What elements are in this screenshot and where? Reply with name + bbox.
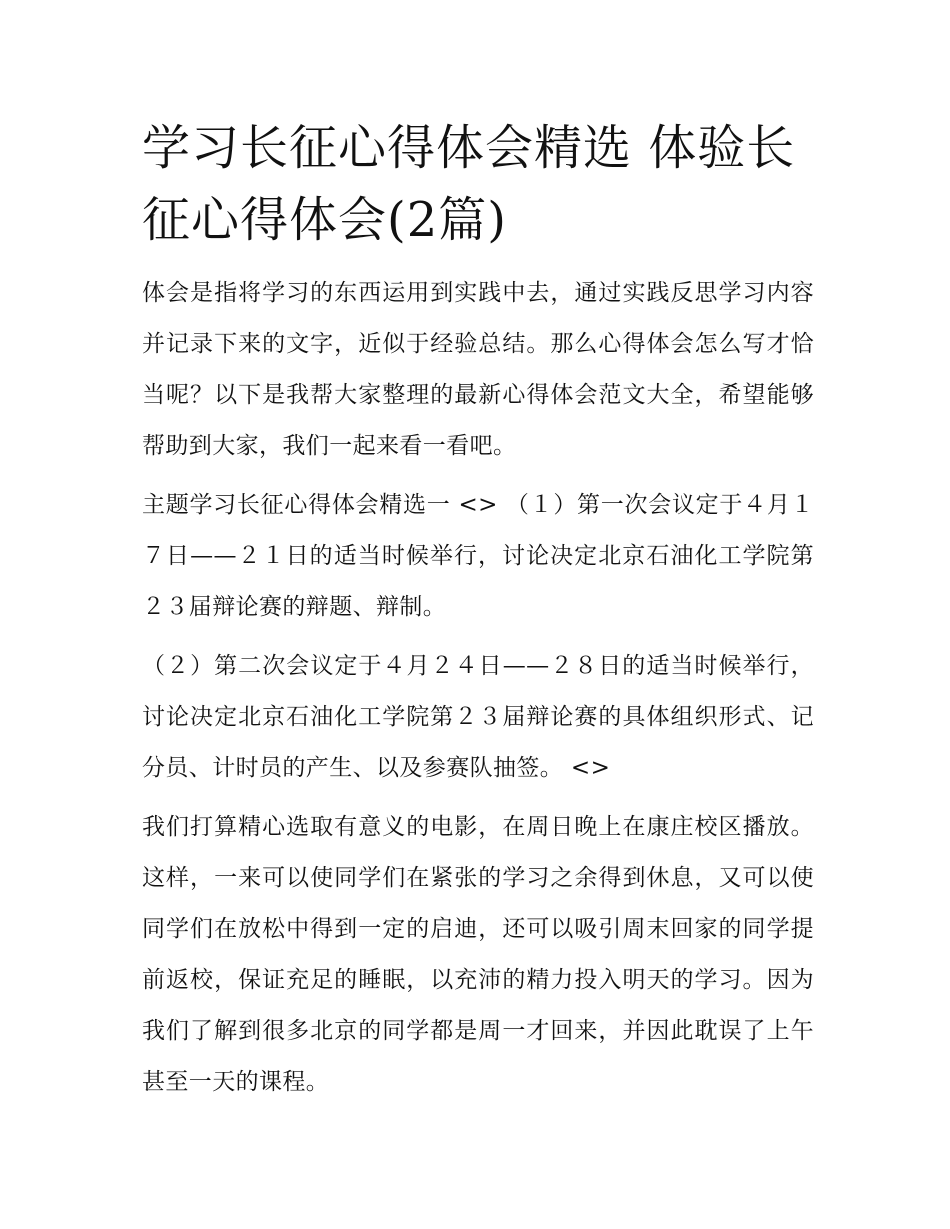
document-body	[142, 112, 814, 1108]
paragraph-meeting-1: 主题学习长征心得体会精选一 <> （１）第一次会议定于４月１７日——２１日的适当时候举行，讨论决定北京石油化工学院第２３届辩论赛的辩题、辩制。	[142, 492, 814, 620]
document-title: 学习长征心得体会精选 体验长征心得体会(2篇)	[142, 120, 796, 248]
paragraph-movie-plan: 我们打算精心选取有意义的电影，在周日晚上在康庄校区播放。这样，一来可以使同学们在紧张的学习之余得到休息，又可以使同学们在放松中得到一定的启迪，还可以吸引周末回家的同学提前返校，保证充足的睡眠，以充沛的精力投入明天的学习。因为我们了解到很多北京的同学都是周一才回来，并因此耽误了上午甚至一天的课程。	[142, 814, 814, 1095]
paragraph-intro: 体会是指将学习的东西运用到实践中去，通过实践反思学习内容并记录下来的文字，近似于经验总结。那么心得体会怎么写才恰当呢？以下是我帮大家整理的最新心得体会范文大全，希望能够帮助到大家，我们一起来看一看吧。	[142, 280, 814, 459]
paragraph-meeting-2: （２）第二次会议定于４月２４日——２８日的适当时候举行，讨论决定北京石油化工学院第２３届辩论赛的具体组织形式、记分员、计时员的产生、以及参赛队抽签。 <>	[142, 653, 814, 781]
